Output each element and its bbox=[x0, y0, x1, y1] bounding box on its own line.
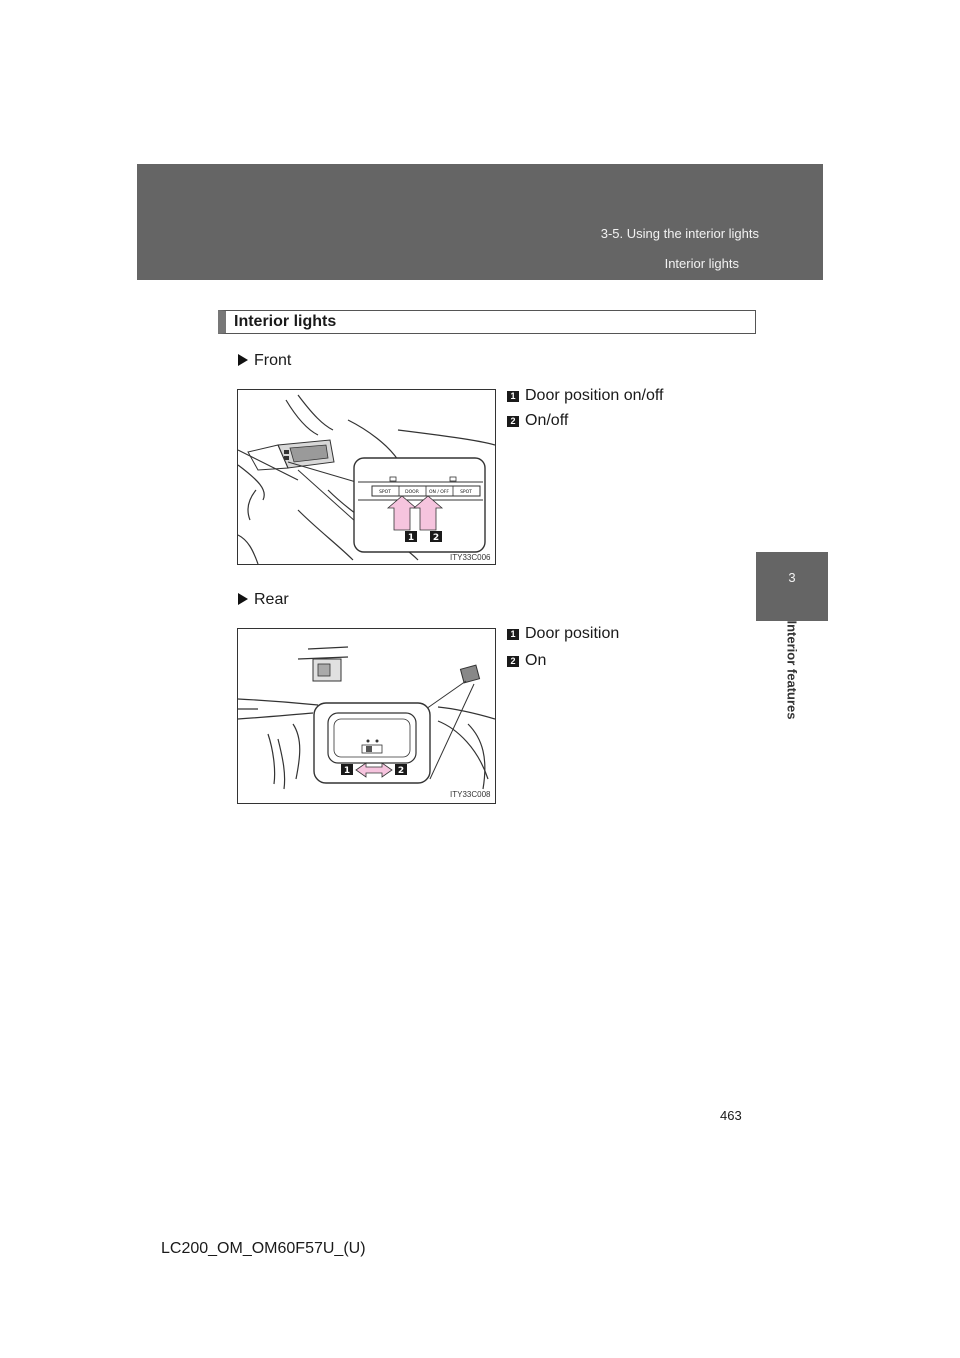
page-header bbox=[137, 164, 823, 280]
svg-text:ON / OFF: ON / OFF bbox=[428, 490, 450, 495]
svg-text:DOOR: DOOR bbox=[405, 490, 419, 495]
subsection-title: Interior lights bbox=[664, 256, 739, 271]
svg-text:SPOT: SPOT bbox=[460, 490, 472, 495]
front-item-1: 1 Door position on/off bbox=[507, 387, 663, 405]
rear-figure-code: ITY33C008 bbox=[450, 790, 491, 799]
section-title: Interior lights bbox=[218, 310, 756, 334]
page-number: 463 bbox=[720, 1108, 742, 1123]
rear-item-1: 1 Door position bbox=[507, 625, 619, 643]
triangle-bullet-icon bbox=[238, 593, 248, 605]
chapter-title: 3-5. Using the interior lights bbox=[600, 226, 759, 241]
svg-text:2: 2 bbox=[397, 766, 405, 776]
document-id: LC200_OM_OM60F57U_(U) bbox=[161, 1240, 366, 1257]
chapter-tab-label: Interior features bbox=[784, 620, 800, 720]
front-figure bbox=[237, 389, 496, 565]
rear-light-illustration bbox=[238, 629, 495, 803]
rear-heading: Rear bbox=[238, 591, 289, 609]
chapter-number: 3 bbox=[788, 570, 796, 585]
triangle-bullet-icon bbox=[238, 354, 248, 366]
front-heading: Front bbox=[238, 352, 291, 370]
front-item-2: 2 On/off bbox=[507, 412, 568, 430]
rear-figure bbox=[237, 628, 496, 804]
svg-text:SPOT: SPOT bbox=[379, 490, 391, 495]
svg-text:2: 2 bbox=[432, 533, 440, 543]
rear-item-2: 2 On bbox=[507, 652, 546, 670]
front-figure-code: ITY33C006 bbox=[450, 553, 491, 562]
front-light-illustration bbox=[238, 390, 495, 564]
svg-text:1: 1 bbox=[407, 533, 415, 543]
svg-text:1: 1 bbox=[343, 766, 351, 776]
